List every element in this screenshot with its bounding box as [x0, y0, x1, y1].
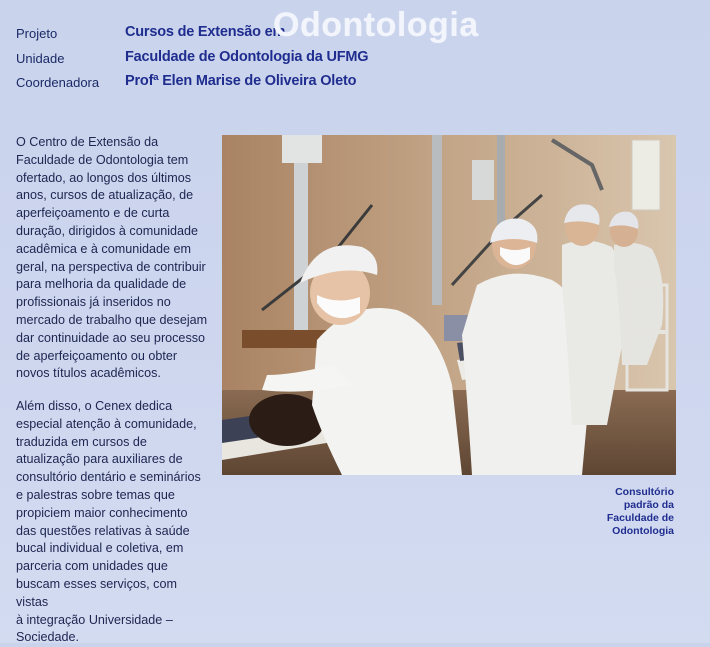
text-line: à integração Universidade –: [16, 612, 173, 627]
lamp-pole: [432, 135, 442, 305]
text-line: traduzida em cursos de: [16, 434, 147, 449]
label-unidade: Unidade: [16, 51, 65, 66]
cabinet-shelf: [627, 330, 667, 334]
lamp-arm: [282, 135, 322, 163]
text-line: acadêmica e à comunidade em: [16, 241, 192, 256]
project-title-highlight: Odontologia: [273, 6, 479, 44]
text-line: bucal individual e coletiva, em: [16, 541, 184, 556]
text-line: duração, dirigidos à comunidade: [16, 223, 199, 238]
text-line: das questões relativas à saúde: [16, 523, 190, 538]
text-line: Sociedade.: [16, 630, 80, 645]
text-line: dar continuidade ao seu processo: [16, 330, 206, 345]
text-line: aperfeiçoamento e de curta: [16, 206, 170, 221]
coordinator-name: Profª Elen Marise de Oliveira Oleto: [125, 73, 357, 89]
text-line: buscam esses serviços, com vistas: [16, 576, 177, 609]
text-line: especial atenção à comunidade,: [16, 416, 197, 431]
photo-caption: [564, 486, 674, 538]
caption-line: Odontologia: [612, 525, 674, 537]
wall-poster: [632, 140, 660, 210]
paragraph-community: [16, 398, 212, 647]
text-line: para melhoria da qualidade de: [16, 277, 187, 292]
clinic-photo: [222, 135, 676, 475]
text-line: novos títulos acadêmicos.: [16, 366, 161, 381]
text-line: consultório dentário e seminários: [16, 470, 201, 485]
text-line: anos, cursos de atualização, de: [16, 188, 194, 203]
text-line: profissionais já inseridos no: [16, 295, 171, 310]
lamp-pole: [294, 135, 308, 345]
clinic-photo-illustration: [222, 135, 676, 475]
text-line: parceria com unidades que: [16, 559, 168, 574]
caption-line: Faculdade de: [606, 512, 674, 524]
text-line: propiciem maior conhecimento: [16, 505, 188, 520]
text-line: atualização para auxiliares de: [16, 452, 183, 467]
lamp-arm: [472, 160, 494, 200]
caption-line: padrão da: [623, 499, 674, 511]
caption-line: Consultório: [615, 486, 674, 498]
text-line: e palestras sobre temas que: [16, 487, 175, 502]
label-projeto: Projeto: [16, 26, 58, 41]
project-title: Cursos de Extensão em: [125, 24, 286, 40]
text-line: geral, na perspectiva de contribuir: [16, 259, 206, 274]
text-line: Faculdade de Odontologia tem: [16, 152, 189, 167]
label-coordenadora: Coordenadora: [16, 75, 100, 90]
text-line: ofertado, ao longos dos últimos: [16, 170, 192, 185]
text-line: mercado de trabalho que desejam: [16, 312, 208, 327]
text-line: O Centro de Extensão da: [16, 135, 159, 149]
text-line: de aperfeiçoamento ou obter: [16, 348, 178, 363]
text-line: Além disso, o Cenex dedica: [16, 399, 173, 413]
paragraph-intro: [16, 134, 212, 383]
unit-name: Faculdade de Odontologia da UFMG: [125, 49, 369, 65]
